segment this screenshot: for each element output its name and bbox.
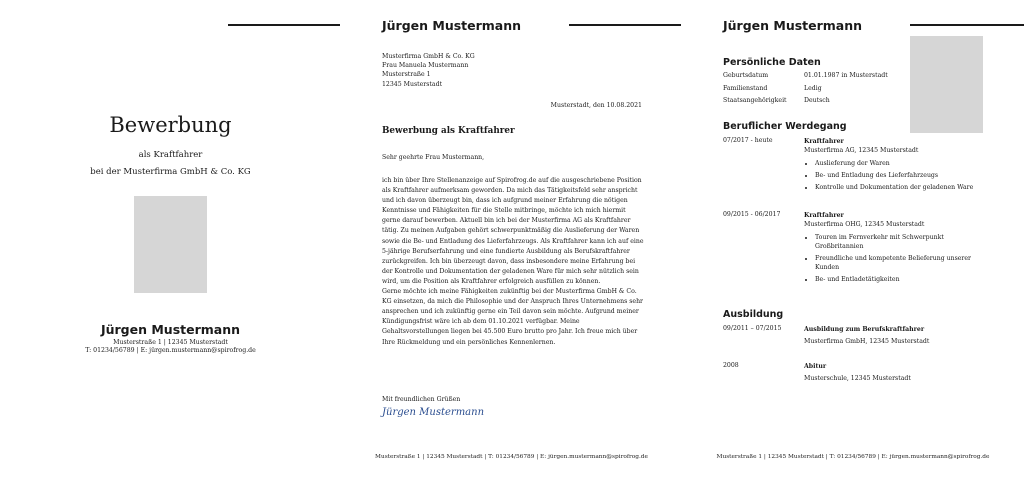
career-date: 09/2015 - 06/2017: [723, 211, 781, 218]
recipient-line: 12345 Musterstadt: [382, 80, 443, 88]
career-title: Kraftfahrer: [804, 212, 844, 219]
career-bullets: [804, 233, 974, 284]
recipient-line: Musterstraße 1: [382, 71, 431, 79]
education-date: 09/2011 – 07/2015: [723, 325, 782, 332]
cover-title: Bewerbung: [109, 113, 232, 137]
education-heading: Ausbildung: [723, 309, 784, 320]
education-title: Abitur: [804, 363, 827, 370]
career-bullets: [804, 159, 974, 192]
applicant-photo-placeholder: [134, 196, 207, 293]
cover-address: Musterstraße 1 | 12345 Musterstadt: [113, 339, 228, 346]
cover-position: als Kraftfahrer: [138, 150, 203, 160]
letter-footer: Musterstraße 1 | 12345 Musterstadt | T: 01234/56789 | E: jürgen.mustermann@spirofrog.de: [375, 454, 648, 460]
education-title: Ausbildung zum Berufskraftfahrer: [804, 326, 925, 333]
career-bullet: • Be- und Entladetätigkeiten: [815, 275, 974, 284]
cv-page: [682, 0, 1024, 482]
career-content: [804, 211, 974, 287]
education-institution: Musterfirma GmbH, 12345 Musterstadt: [804, 338, 930, 345]
personal-value: Ledig: [804, 85, 822, 92]
career-bullet: • Freundliche und kompetente Belieferung unserer Kunden: [815, 254, 974, 272]
letter-signature: Jürgen Mustermann: [382, 407, 485, 418]
personal-value: 01.01.1987 in Musterstadt: [804, 72, 888, 79]
career-bullet: • Kontrolle und Dokumentation der geladenen Ware: [815, 183, 974, 192]
education-content: [804, 325, 974, 346]
letter-paragraph: ich bin über Ihre Stellenanzeige auf Spirofrog.de auf die ausgeschriebene Position als Kraftfahrer aufmerksam geworden. Da mich das Tätigkeitsfeld sehr anspricht und ich davon überzeugt bin, dass ich aufgrund meiner Erfahrung die nötigen Kenntnisse und Fähigkeiten für die Stelle mitbringe, möchte ich mich hiermit gerne darauf bewerben. Aktuell bin ich bei der Musterfirma AG als Kraftfahrer tätig. Zu meinen Aufgaben gehört schwerpunktmäßig die Auslieferung der Waren sowie die Be- und Entladung des Lieferfahrzeugs. Als Kraftfahrer kann ich auf eine 5-jährige Berufserfahrung und eine fundierte Ausbildung als Berufskraftfahrer zurückgreifen. Ich bin überzeugt davon, dass insbesondere meine Erfahrung bei der Kontrolle und Dokumentation der geladenen Ware für mich sehr nützlich sein wird, um die Position als Kraftfahrer erfolgreich ausfüllen zu können.: [382, 177, 644, 285]
letter-page: [341, 0, 682, 482]
letter-subject: Bewerbung als Kraftfahrer: [382, 126, 515, 136]
letter-greeting: Sehr geehrte Frau Mustermann,: [382, 154, 485, 161]
career-bullet: • Be- und Entladung des Lieferfahrzeugs: [815, 171, 974, 180]
personal-label: Familienstand: [723, 85, 768, 92]
letter-body: [382, 176, 644, 348]
letter-header-name: Jürgen Mustermann: [382, 18, 522, 33]
personal-value: Deutsch: [804, 97, 830, 104]
header-rule: [910, 24, 1024, 26]
cv-photo-placeholder: [910, 36, 983, 133]
recipient-address: [382, 52, 475, 89]
letter-paragraph: Gerne möchte ich meine Fähigkeiten zukünftig bei der Musterfirma GmbH & Co. KG einsetzen, da mich die Philosophie und der Anspruch Ihres Unternehmens sehr ansprechen und ich zukünftig gerne ein Teil davon sein möchte. Aufgrund meiner Kündigungsfrist wäre ich ab dem 01.10.2021 verfügbar. Meine Gehaltsvorstellungen liegen bei 45.500 Euro brutto pro Jahr. Ich freue mich über Ihre Rückmeldung und ein persönliches Kennenlernen.: [382, 288, 644, 346]
career-title: Kraftfahrer: [804, 138, 844, 145]
letter-closing: Mit freundlichen Grüßen: [382, 396, 461, 403]
personal-label: Staatsangehörigkeit: [723, 97, 787, 104]
career-company: Musterfirma OHG, 12345 Musterstadt: [804, 221, 925, 228]
personal-label: Geburtsdatum: [723, 72, 769, 79]
cv-header-name: Jürgen Mustermann: [723, 18, 863, 33]
career-date: 07/2017 - heute: [723, 137, 773, 144]
career-bullet: • Touren im Fernverkehr mit Schwerpunkt Großbritannien: [815, 233, 974, 251]
recipient-line: Musterfirma GmbH & Co. KG: [382, 53, 475, 60]
career-company: Musterfirma AG, 12345 Musterstadt: [804, 147, 919, 154]
education-content: [804, 362, 974, 383]
cover-page: [0, 0, 341, 482]
header-rule: [569, 24, 681, 26]
cover-company: bei der Musterfirma GmbH & Co. KG: [90, 167, 251, 177]
letter-date: Musterstadt, den 10.08.2021: [550, 102, 642, 109]
career-bullet: • Auslieferung der Waren: [815, 159, 974, 168]
header-rule: [228, 24, 340, 26]
career-content: [804, 137, 974, 195]
education-date: 2008: [723, 362, 739, 369]
personal-data-heading: Persönliche Daten: [723, 57, 821, 68]
career-heading: Beruflicher Werdegang: [723, 121, 847, 132]
recipient-line: Frau Manuela Mustermann: [382, 62, 469, 70]
education-institution: Musterschule, 12345 Musterstadt: [804, 375, 911, 382]
cover-contact: T: 01234/56789 | E: jürgen.mustermann@spirofrog.de: [85, 347, 256, 354]
cover-name: Jürgen Mustermann: [100, 322, 241, 337]
cv-footer: Musterstraße 1 | 12345 Musterstadt | T: 01234/56789 | E: jürgen.mustermann@spirofrog.de: [716, 454, 990, 460]
